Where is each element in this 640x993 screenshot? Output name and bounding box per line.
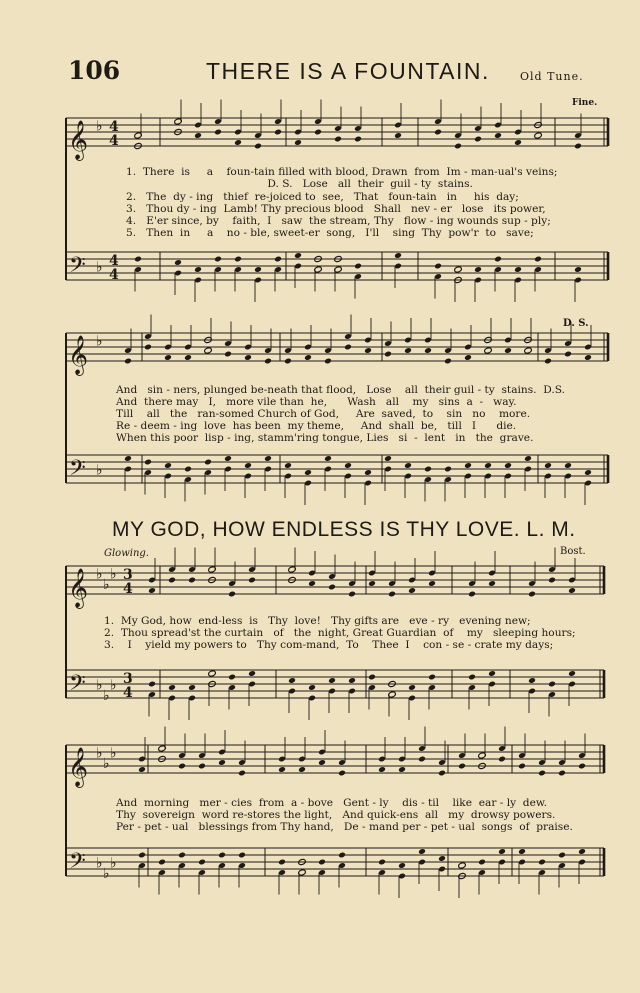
note-head bbox=[504, 347, 512, 354]
treble-clef-icon: 𝄞 bbox=[68, 747, 89, 787]
note-head bbox=[488, 670, 496, 677]
note-head bbox=[404, 462, 412, 469]
note-head bbox=[304, 354, 312, 361]
note-head bbox=[284, 358, 292, 365]
note-head bbox=[278, 859, 286, 866]
note-head bbox=[514, 139, 522, 146]
note-head bbox=[238, 852, 246, 859]
note-head bbox=[248, 577, 256, 584]
note-head bbox=[284, 462, 292, 469]
note-head bbox=[584, 469, 592, 476]
flat-icon: ♭ bbox=[110, 745, 117, 762]
note-head bbox=[218, 759, 226, 766]
note-head bbox=[534, 132, 542, 139]
flat-icon: ♭ bbox=[96, 855, 103, 872]
note-head bbox=[308, 684, 316, 691]
note-head bbox=[438, 855, 446, 862]
note-head bbox=[254, 266, 262, 273]
hymn-title: THERE IS A FOUNTAIN. bbox=[206, 58, 490, 84]
note-head bbox=[578, 763, 586, 770]
note-head bbox=[318, 759, 326, 766]
note-head bbox=[188, 684, 196, 691]
note-head bbox=[468, 591, 476, 598]
note-head bbox=[248, 670, 256, 677]
note-head bbox=[294, 252, 302, 259]
note-head bbox=[274, 256, 282, 263]
note-head bbox=[188, 577, 196, 584]
note-head bbox=[514, 266, 522, 273]
note-head bbox=[568, 587, 576, 594]
note-head bbox=[164, 354, 172, 361]
note-head bbox=[324, 358, 332, 365]
flat-icon: ♭ bbox=[110, 566, 117, 583]
note-head bbox=[184, 354, 192, 361]
lyric-line: 1. My God, how end-less is Thy love! Thy gifts are eve - ry evening new; bbox=[104, 615, 531, 627]
note-head bbox=[244, 462, 252, 469]
note-head bbox=[438, 770, 446, 777]
note-head bbox=[464, 462, 472, 469]
note-head bbox=[294, 139, 302, 146]
note-head bbox=[234, 256, 242, 263]
flat-icon: ♭ bbox=[96, 566, 103, 583]
bass-clef-icon: 𝄢 bbox=[69, 456, 86, 486]
note-head bbox=[158, 859, 166, 866]
note-head bbox=[194, 132, 202, 139]
note-head bbox=[138, 766, 146, 773]
note-head bbox=[204, 459, 212, 466]
note-head bbox=[324, 455, 332, 462]
note-head bbox=[344, 462, 352, 469]
treble-clef-icon: 𝄞 bbox=[68, 568, 89, 608]
note-head bbox=[538, 859, 546, 866]
time-signature: 4 bbox=[123, 581, 133, 597]
note-head bbox=[368, 674, 376, 681]
page-number: 106 bbox=[68, 56, 121, 85]
note-head bbox=[344, 344, 352, 351]
lyric-line: 4. E'er since, by faith, I saw the stream, Thy flow - ing wounds sup - ply; bbox=[126, 215, 551, 227]
note-head bbox=[404, 347, 412, 354]
note-head bbox=[398, 862, 406, 869]
note-head bbox=[384, 351, 392, 358]
note-head bbox=[254, 143, 262, 150]
note-head bbox=[348, 677, 356, 684]
note-head bbox=[454, 143, 462, 150]
time-signature: 4 bbox=[109, 253, 119, 269]
note-head bbox=[428, 580, 436, 587]
flat-icon: ♭ bbox=[110, 677, 117, 694]
note-head bbox=[454, 266, 462, 273]
lyric-line: 3. Thou dy - ing Lamb! Thy precious blood Shall nev - er lose its power, bbox=[126, 203, 546, 215]
note-head bbox=[234, 139, 242, 146]
tempo-marking: Glowing. bbox=[104, 548, 149, 559]
note-head bbox=[264, 358, 272, 365]
note-head bbox=[418, 756, 426, 763]
time-signature: 4 bbox=[109, 119, 119, 135]
flat-icon: ♭ bbox=[96, 462, 103, 479]
note-head bbox=[538, 770, 546, 777]
note-head bbox=[488, 580, 496, 587]
note-head bbox=[378, 766, 386, 773]
treble-clef-icon: 𝄞 bbox=[68, 120, 89, 160]
note-head bbox=[384, 455, 392, 462]
note-head bbox=[518, 763, 526, 770]
note-head bbox=[208, 670, 216, 677]
lyric-line: Till all the ran-somed Church of God, Are saved, to sin no more. bbox=[116, 408, 531, 420]
note-head bbox=[228, 591, 236, 598]
composer-name: Bost. bbox=[560, 546, 586, 557]
note-head bbox=[144, 459, 152, 466]
time-signature: 4 bbox=[109, 133, 119, 149]
flat-icon: ♭ bbox=[96, 745, 103, 762]
note-head bbox=[548, 681, 556, 688]
note-head bbox=[504, 462, 512, 469]
note-head bbox=[318, 859, 326, 866]
lyric-line: D. S. Lose all their guil - ty stains. bbox=[126, 178, 473, 190]
time-signature: 4 bbox=[109, 267, 119, 283]
note-head bbox=[214, 129, 222, 136]
lyric-line: Re - deem - ing love has been my theme, And shall be, till I die. bbox=[116, 420, 517, 432]
lyric-line: Per - pet - ual blessings from Thy hand, De - mand per - pet - ual songs of praise. bbox=[116, 821, 573, 833]
note-head bbox=[564, 462, 572, 469]
note-head bbox=[498, 848, 506, 855]
note-head bbox=[244, 354, 252, 361]
note-head bbox=[354, 136, 362, 143]
lyric-line: 3. I yield my powers to Thy com-mand, To Thee I con - se - crate my days; bbox=[104, 639, 554, 651]
note-head bbox=[494, 256, 502, 263]
flat-icon: ♭ bbox=[110, 855, 117, 872]
note-head bbox=[408, 684, 416, 691]
note-head bbox=[584, 354, 592, 361]
flat-icon: ♭ bbox=[103, 576, 110, 593]
note-head bbox=[444, 466, 452, 473]
note-head bbox=[474, 266, 482, 273]
fine-marking: Fine. bbox=[572, 98, 598, 108]
note-head bbox=[148, 681, 156, 688]
time-signature: 4 bbox=[123, 685, 133, 701]
note-head bbox=[424, 347, 432, 354]
note-head bbox=[364, 469, 372, 476]
note-head bbox=[574, 143, 582, 150]
bass-clef-icon: 𝄢 bbox=[69, 253, 86, 283]
note-head bbox=[494, 132, 502, 139]
note-head bbox=[418, 848, 426, 855]
note-head bbox=[434, 129, 442, 136]
note-head bbox=[308, 580, 316, 587]
flat-icon: ♭ bbox=[103, 865, 110, 882]
note-head bbox=[354, 263, 362, 270]
flat-icon: ♭ bbox=[96, 677, 103, 694]
note-head bbox=[288, 677, 296, 684]
note-head bbox=[168, 684, 176, 691]
note-head bbox=[578, 848, 586, 855]
lyric-line: 5. Then in a no - ble, sweet-er song, I'll sing Thy pow'r to save; bbox=[126, 227, 534, 239]
note-head bbox=[144, 344, 152, 351]
note-head bbox=[518, 848, 526, 855]
note-head bbox=[428, 674, 436, 681]
note-head bbox=[204, 347, 212, 354]
note-head bbox=[564, 351, 572, 358]
note-head bbox=[558, 852, 566, 859]
lyric-line: And sin - ners, plunged be-neath that flood, Lose all their guil - ty stains. D.S. bbox=[116, 384, 565, 396]
note-head bbox=[124, 455, 132, 462]
dal-segno-marking: D. S. bbox=[563, 318, 589, 329]
note-head bbox=[124, 358, 132, 365]
note-head bbox=[338, 770, 346, 777]
note-head bbox=[534, 256, 542, 263]
note-head bbox=[264, 455, 272, 462]
note-head bbox=[424, 466, 432, 473]
note-head bbox=[298, 766, 306, 773]
note-head bbox=[368, 580, 376, 587]
bass-clef-icon: 𝄢 bbox=[69, 849, 86, 879]
note-head bbox=[334, 136, 342, 143]
note-head bbox=[174, 259, 182, 266]
treble-clef-icon: 𝄞 bbox=[68, 335, 89, 375]
flat-icon: ♭ bbox=[103, 687, 110, 704]
flat-icon: ♭ bbox=[96, 259, 103, 276]
tune-name: Old Tune. bbox=[520, 70, 584, 83]
note-head bbox=[434, 263, 442, 270]
note-head bbox=[274, 129, 282, 136]
note-head bbox=[314, 129, 322, 136]
note-head bbox=[224, 351, 232, 358]
note-head bbox=[398, 766, 406, 773]
note-head bbox=[464, 354, 472, 361]
note-head bbox=[408, 587, 416, 594]
note-head bbox=[468, 674, 476, 681]
note-head bbox=[458, 862, 466, 869]
note-head bbox=[148, 587, 156, 594]
note-head bbox=[164, 462, 172, 469]
note-head bbox=[524, 347, 532, 354]
note-head bbox=[484, 347, 492, 354]
note-head bbox=[194, 266, 202, 273]
note-head bbox=[474, 136, 482, 143]
note-head bbox=[364, 347, 372, 354]
flat-icon: ♭ bbox=[96, 118, 103, 135]
flat-icon: ♭ bbox=[96, 333, 103, 350]
note-head bbox=[198, 859, 206, 866]
note-head bbox=[278, 766, 286, 773]
note-head bbox=[348, 591, 356, 598]
note-head bbox=[328, 677, 336, 684]
note-head bbox=[338, 852, 346, 859]
note-head bbox=[168, 577, 176, 584]
lyric-line: And there may I, more vile than he, Wash all my sins a - way. bbox=[116, 396, 517, 408]
note-head bbox=[484, 462, 492, 469]
lyric-line: Thy sovereign word re-stores the light, And quick-ens all my drowsy powers. bbox=[116, 809, 556, 821]
note-head bbox=[178, 763, 186, 770]
note-head bbox=[134, 256, 142, 263]
note-head bbox=[394, 252, 402, 259]
lyric-line: 1. There is a foun-tain filled with blood, Drawn from Im - man-ual's veins; bbox=[126, 166, 558, 178]
lyric-line: And morning mer - cies from a - bove Gent - ly dis - til like ear - ly dew. bbox=[116, 797, 548, 809]
note-head bbox=[388, 591, 396, 598]
note-head bbox=[218, 852, 226, 859]
flat-icon: ♭ bbox=[103, 755, 110, 772]
note-head bbox=[544, 462, 552, 469]
bass-clef-icon: 𝄢 bbox=[69, 671, 86, 701]
note-head bbox=[574, 266, 582, 273]
note-head bbox=[444, 358, 452, 365]
note-head bbox=[568, 670, 576, 677]
note-head bbox=[328, 584, 336, 591]
note-head bbox=[198, 763, 206, 770]
note-head bbox=[498, 756, 506, 763]
note-head bbox=[238, 770, 246, 777]
note-head bbox=[224, 455, 232, 462]
hymn-title-2: MY GOD, HOW ENDLESS IS THY LOVE. L. M. bbox=[112, 518, 576, 541]
lyric-line: 2. Thou spread'st the curtain of the night, Great Guardian of my sleeping hours; bbox=[104, 627, 576, 639]
note-head bbox=[544, 358, 552, 365]
lyric-line: When this poor lisp - ing, stamm'ring tongue, Lies si - lent in the grave. bbox=[116, 432, 534, 444]
time-signature: 3 bbox=[123, 567, 133, 583]
note-head bbox=[138, 852, 146, 859]
note-head bbox=[184, 466, 192, 473]
note-head bbox=[458, 763, 466, 770]
note-head bbox=[548, 577, 556, 584]
note-head bbox=[528, 677, 536, 684]
note-head bbox=[528, 591, 536, 598]
note-head bbox=[478, 859, 486, 866]
note-head bbox=[178, 852, 186, 859]
note-head bbox=[304, 469, 312, 476]
lyric-line: 2. The dy - ing thief re-joiced to see, That foun-tain in his day; bbox=[126, 191, 519, 203]
note-head bbox=[378, 859, 386, 866]
note-head bbox=[214, 256, 222, 263]
note-head bbox=[558, 770, 566, 777]
note-head bbox=[524, 455, 532, 462]
note-head bbox=[394, 132, 402, 139]
time-signature: 3 bbox=[123, 671, 133, 687]
note-head bbox=[228, 674, 236, 681]
